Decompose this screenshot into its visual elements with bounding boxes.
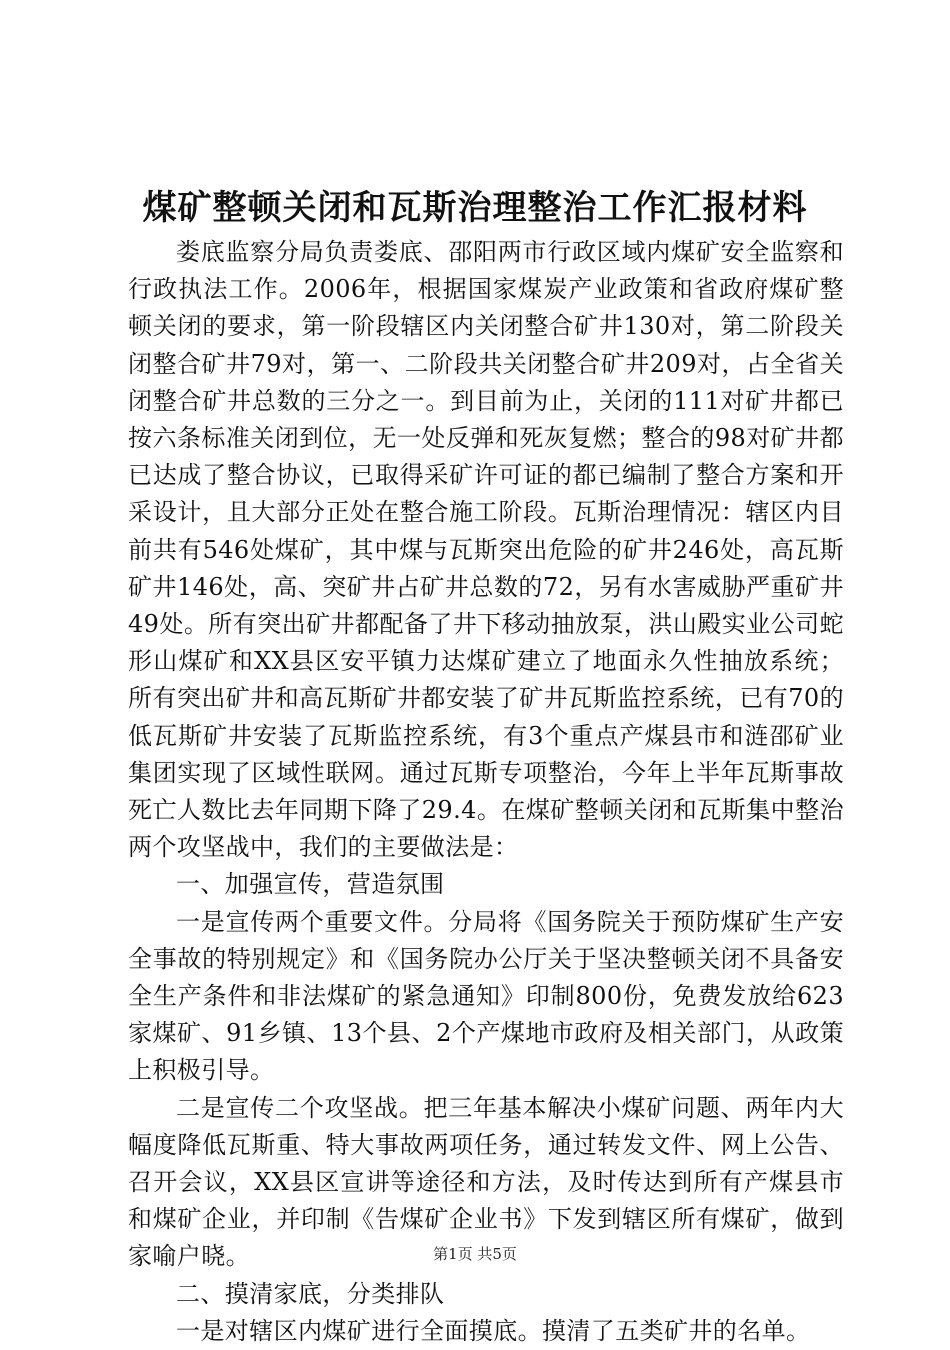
section-heading-2: 二、摸清家底，分类排队 [176, 1279, 445, 1308]
document-body [128, 234, 844, 1350]
document-title: 煤矿整顿关闭和瓦斯治理整治工作汇报材料 [142, 188, 808, 228]
section-heading-1: 一、加强宣传，营造氛围 [176, 870, 445, 899]
paragraph-2-1: 一是对辖区内煤矿进行全面摸底。摸清了五类矿井的名单。 [176, 1316, 811, 1345]
paragraph-1-1: 一是宣传两个重要文件。分局将《国务院关于预防煤矿生产安全事故的特别规定》和《国务院办公厅关于坚决整顿关闭不具备安全生产条件和非法煤矿的紧急通知》印制800份，免费发放给623家煤矿、91乡镇、13个县、2个产煤地市政府及相关部门，从政策上积极引导。 [128, 907, 844, 1085]
paragraph-intro: 娄底监察分局负责娄底、邵阳两市行政区域内煤矿安全监察和行政执法工作。2006年，根据国家煤炭产业政策和省政府煤矿整顿关闭的要求，第一阶段辖区内关闭整合矿井130对，第二阶段关闭整合矿井79对，第一、二阶段共关闭整合矿井209对，占全省关闭整合矿井总数的三分之一。到目前为止，关闭的111对矿井都已按六条标准关闭到位，无一处反弹和死灰复燃；整合的98对矿井都已达成了整合协议，已取得采矿许可证的都已编制了整合方案和开采设计，且大部分正处在整合施工阶段。瓦斯治理情况：辖区内目前共有546处煤矿，其中煤与瓦斯突出危险的矿井246处，高瓦斯矿井146处，高、突矿井占矿井总数的72，另有水害威胁严重矿井49处。所有突出矿井都配备了井下移动抽放泵，洪山殿实业公司蛇形山煤矿和XX县区安平镇力达煤矿建立了地面永久性抽放系统；所有突出矿井和高瓦斯矿井都安装了矿井瓦斯监控系统，已有70的低瓦斯矿井安装了瓦斯监控系统，有3个重点产煤县市和涟邵矿业集团实现了区域性联网。通过瓦斯专项整治，今年上半年瓦斯事故死亡人数比去年同期下降了29.4。在煤矿整顿关闭和瓦斯集中整治两个攻坚战中，我们的主要做法是： [128, 238, 844, 862]
page-footer: 第1页 共5页 [433, 1245, 517, 1263]
paragraph-1-2: 二是宣传二个攻坚战。把三年基本解决小煤矿问题、两年内大幅度降低瓦斯重、特大事故两项任务，通过转发文件、网上公告、召开会议，XX县区宣讲等途径和方法，及时传达到所有产煤县市和煤矿企业，并印制《告煤矿企业书》下发到辖区所有煤矿，做到家喻户晓。 [128, 1093, 844, 1271]
